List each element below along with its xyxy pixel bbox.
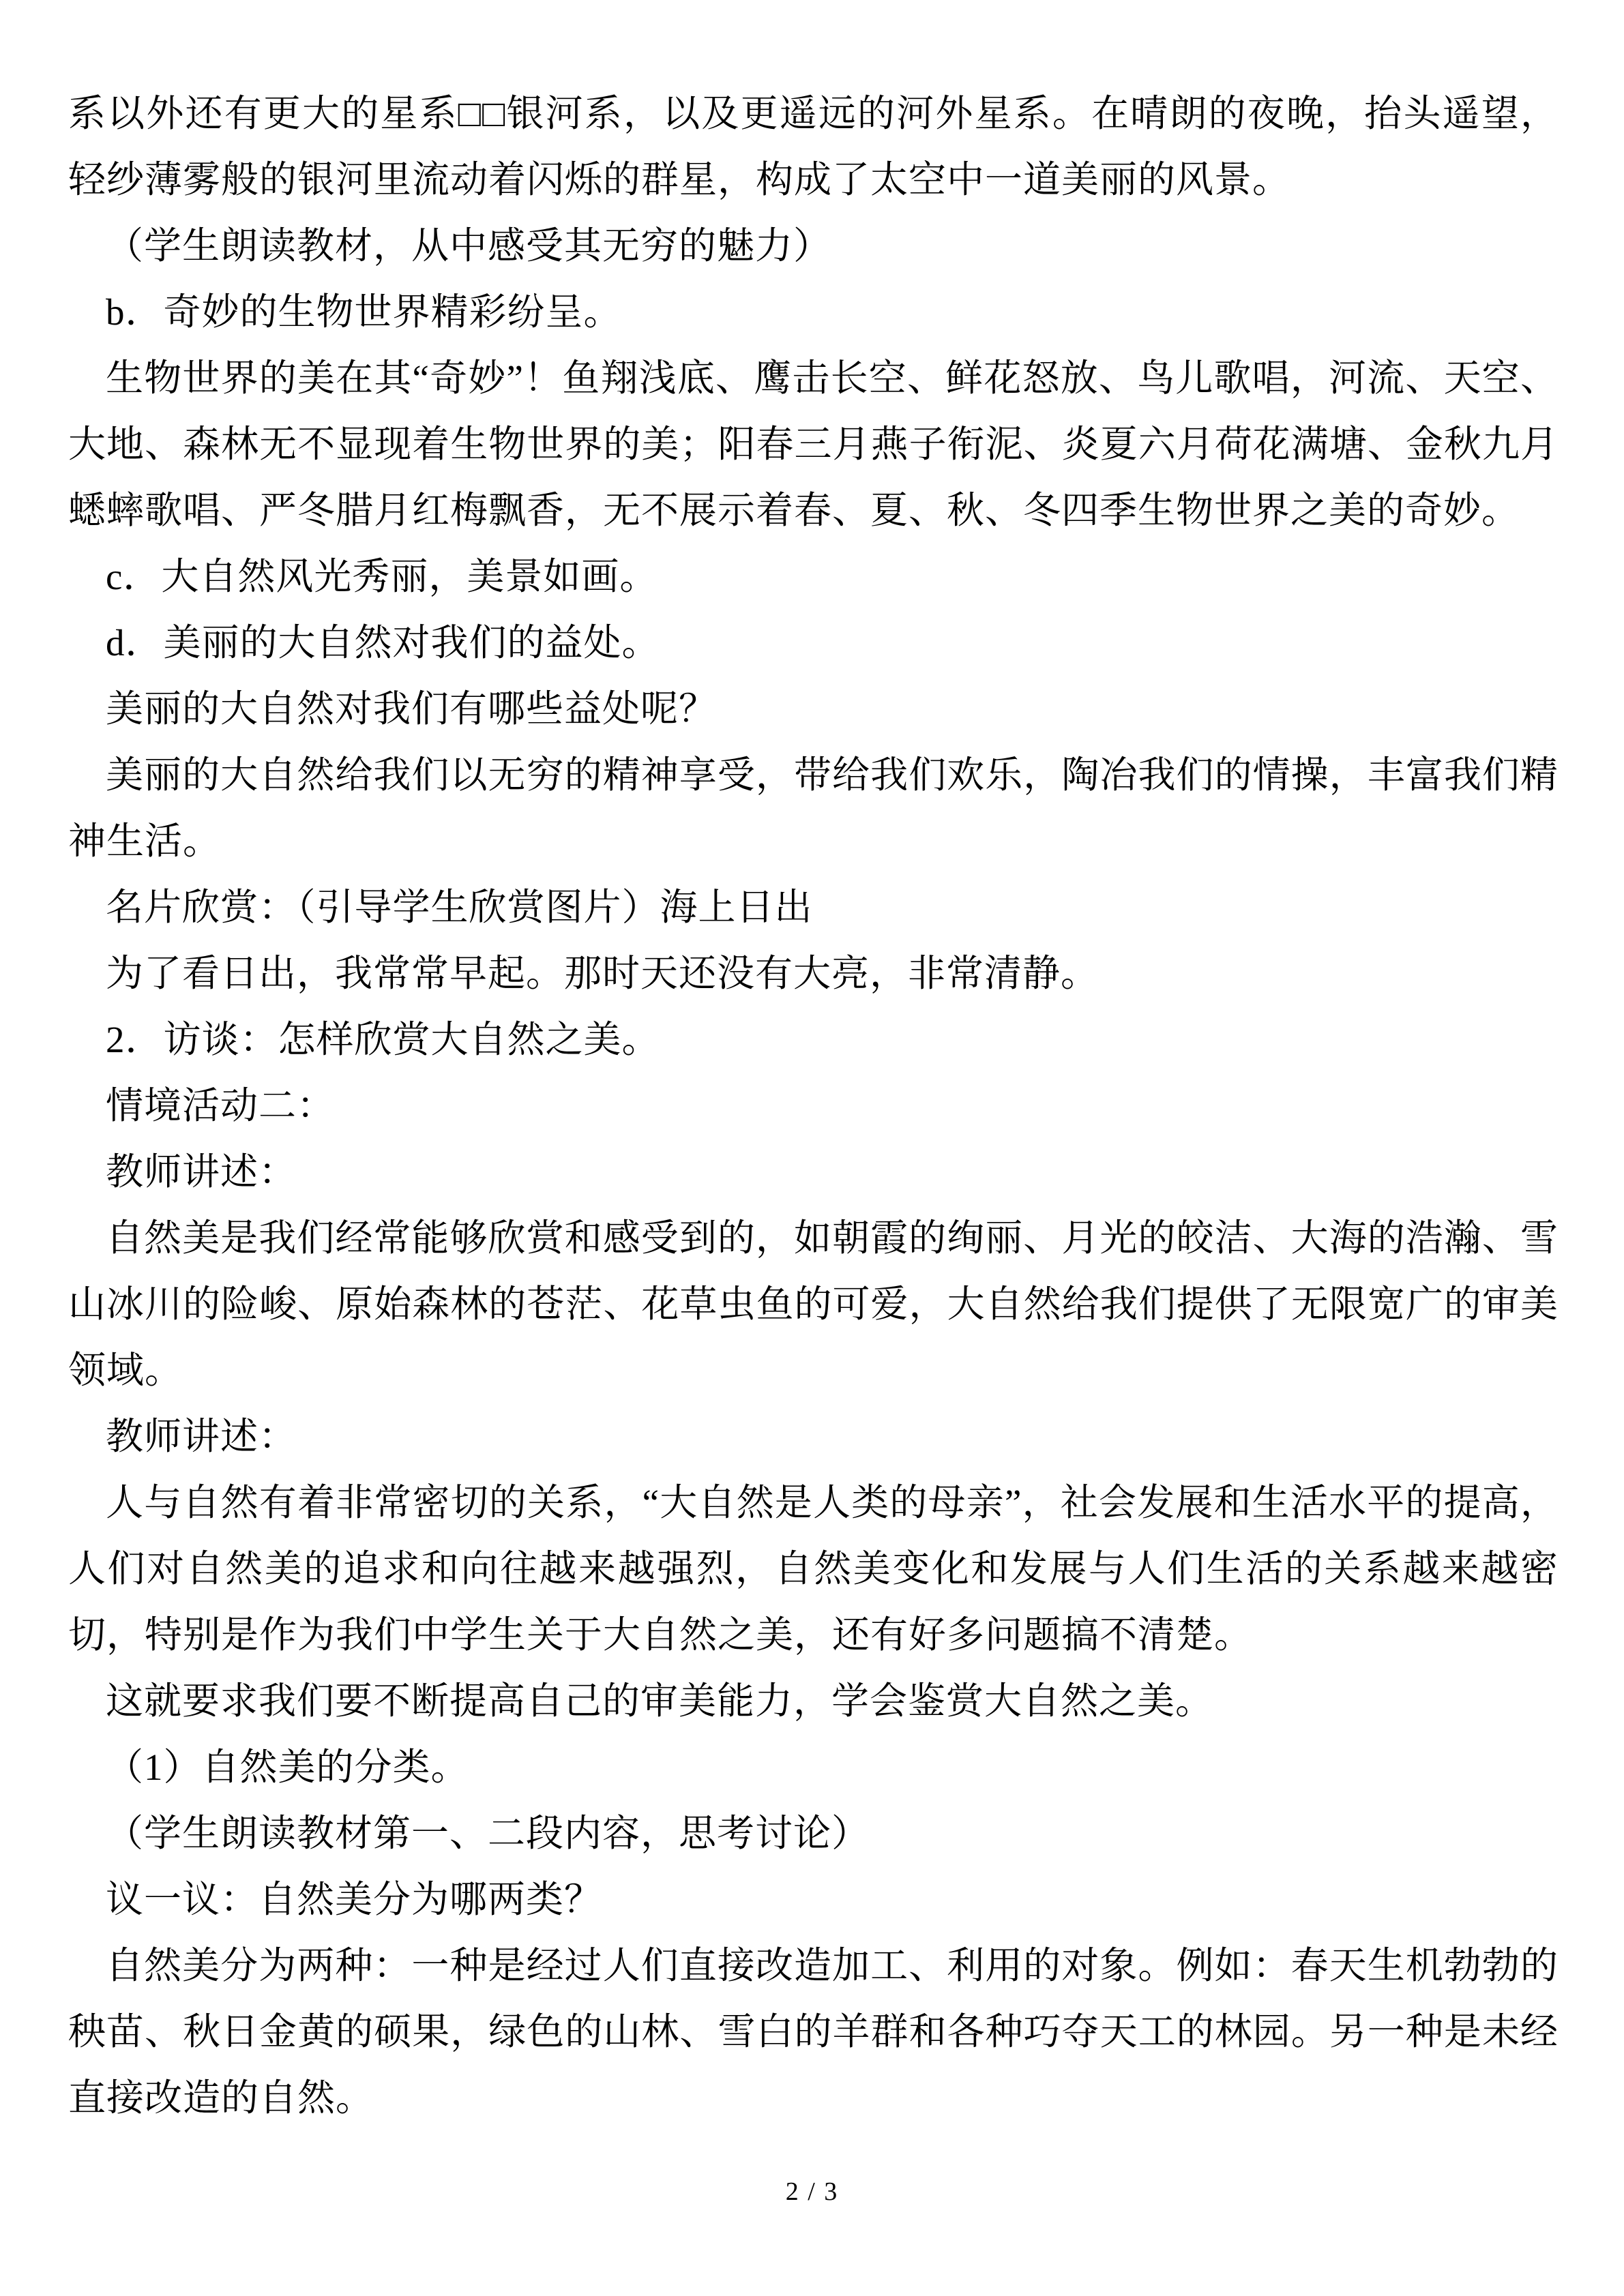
paragraph: 2．访谈：怎样欣赏大自然之美。 xyxy=(106,1019,660,1060)
paragraph: 这就要求我们要不断提高自己的审美能力，学会鉴赏大自然之美。 xyxy=(106,1680,1214,1722)
paragraph: （1）自然美的分类。 xyxy=(106,1746,469,1788)
page-footer xyxy=(0,2177,1624,2207)
paragraph: 情境活动二： xyxy=(106,1085,336,1127)
paragraph: 生物世界的美在其“奇妙”！鱼翔浅底、鹰击长空、鲜花怒放、鸟儿歌唱，河流、天空、大地、森林无不显现着生物世界的美；阳春三月燕子衔泥、炎夏六月荷花满塘、金秋九月蟋蟀歌唱、严冬腊月红梅飘香，无不展示着春、夏、秋、冬四季生物世界之美的奇妙。 xyxy=(68,357,1559,531)
paragraph: 美丽的大自然对我们有哪些益处呢？ xyxy=(106,688,718,730)
paragraph: 名片欣赏：（引导学生欣赏图片）海上日出 xyxy=(106,886,813,928)
paragraph: 人与自然有着非常密切的关系，“大自然是人类的母亲”，社会发展和生活水平的提高，人们对自然美的追求和向往越来越强烈，自然美变化和发展与人们生活的关系越来越密切，特别是作为我们中学生关于大自然之美，还有好多问题搞不清楚。 xyxy=(68,1482,1559,1656)
page-number: 2 / 3 xyxy=(785,2177,839,2206)
document-body xyxy=(68,80,1559,2131)
paragraph: 系以外还有更大的星系□□银河系，以及更遥远的河外星系。在晴朗的夜晚，抬头遥望，轻纱薄雾般的银河里流动着闪烁的群星，构成了太空中一道美丽的风景。 xyxy=(68,93,1559,200)
paragraph: 教师讲述： xyxy=(106,1416,297,1457)
paragraph: 为了看日出，我常常早起。那时天还没有大亮，非常清静。 xyxy=(106,953,1099,994)
paragraph: 教师讲述： xyxy=(106,1151,297,1193)
paragraph: 议一议：自然美分为哪两类？ xyxy=(106,1879,603,1920)
paragraph: b．奇妙的生物世界精彩纷呈。 xyxy=(106,291,622,333)
paragraph: 自然美分为两种：一种是经过人们直接改造加工、利用的对象。例如：春天生机勃勃的秧苗、秋日金黄的硕果，绿色的山林、雪白的羊群和各种巧夺天工的林园。另一种是未经直接改造的自然。 xyxy=(68,1945,1559,2119)
paragraph: （学生朗读教材第一、二段内容，思考讨论） xyxy=(106,1813,870,1854)
paragraph: 自然美是我们经常能够欣赏和感受到的，如朝霞的绚丽、月光的皎洁、大海的浩瀚、雪山冰川的险峻、原始森林的苍茫、花草虫鱼的可爱，大自然给我们提供了无限宽广的审美领域。 xyxy=(68,1217,1559,1391)
paragraph: c．大自然风光秀丽，美景如画。 xyxy=(106,556,658,597)
paragraph: 美丽的大自然给我们以无穷的精神享受，带给我们欢乐，陶冶我们的情操，丰富我们精神生活。 xyxy=(68,754,1559,862)
paragraph: d．美丽的大自然对我们的益处。 xyxy=(106,622,660,664)
paragraph: （学生朗读教材，从中感受其无穷的魅力） xyxy=(106,225,832,267)
